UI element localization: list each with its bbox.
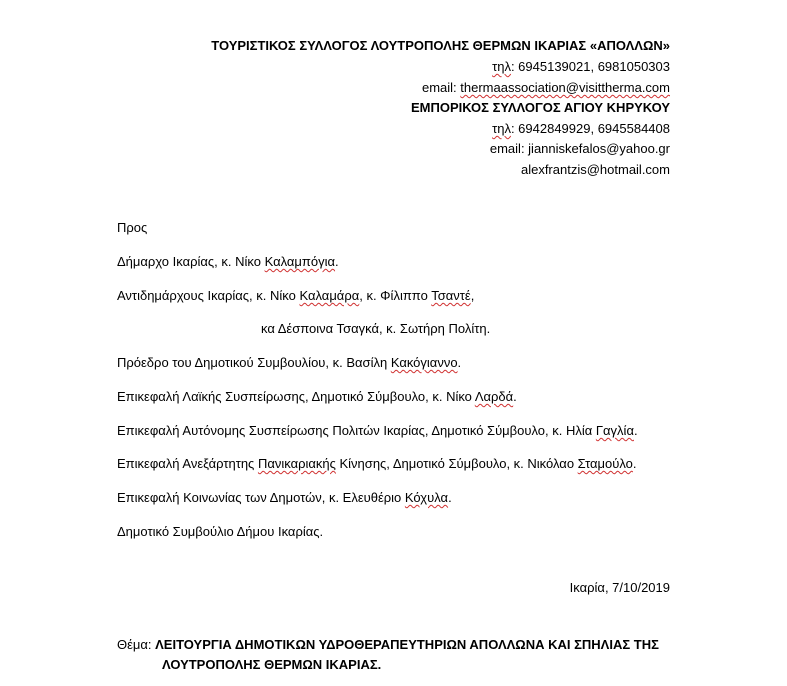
org2-tel-label: τηλ [492, 121, 511, 136]
org1-name: ΤΟΥΡΙΣΤΙΚΟΣ ΣΥΛΛΟΓΟΣ ΛΟΥΤΡΟΠΟΛΗΣ ΘΕΡΜΩΝ ΙΚΑΡΙΑΣ «ΑΠΟΛΛΩΝ» [211, 38, 670, 53]
recipient-president-text: Πρόεδρο του Δημοτικού Συμβουλίου, κ. Βασίλη [117, 355, 391, 370]
recipient-deputy-text2: , κ. Φίλιππο [359, 288, 432, 303]
recipient-municipal-council: Δημοτικό Συμβούλιο Δήμου Ικαρίας. [117, 524, 324, 539]
recipient-laiki-end: . [513, 389, 517, 404]
subject-label: Θέμα: [117, 637, 156, 652]
org1-email-label: email: [421, 80, 461, 95]
recipients-pros: Προς [117, 220, 148, 235]
recipient-mayor-end: . [335, 254, 339, 269]
recipient-mayor-surname: Καλαμπόγια [264, 254, 336, 269]
org2-email-line[interactable]: email: jianniskefalos@yahoo.gr [489, 141, 670, 156]
recipient-deputy-mayors-cont: κα Δέσποινα Τσαγκά, κ. Σωτήρη Πολίτη. [261, 321, 491, 336]
recipient-anexartiti-end: . [632, 456, 637, 471]
org1-tel-numbers: : 6945139021, 6981050303 [510, 59, 670, 74]
recipient-anexartiti-surname: Σταμούλο [577, 456, 633, 471]
recipient-laiki-surname: Λαρδά [474, 389, 514, 404]
recipient-koinonia-surname: Κόχυλα [404, 490, 449, 505]
org1-phones [492, 59, 670, 75]
org2-email-extra[interactable]: alexfrantzis@hotmail.com [520, 162, 670, 177]
recipient-deputy-surname2: Τσαντέ [431, 288, 471, 303]
recipient-mayor [117, 254, 339, 270]
org1-email-link[interactable]: thermaassociation@visittherma.com [460, 80, 670, 95]
recipient-autonomi-surname: Γαγλία [595, 423, 634, 438]
recipient-president-end: . [457, 355, 462, 370]
org2-phones [492, 121, 670, 137]
recipient-koinonia-end: . [448, 490, 452, 505]
recipient-council-president [117, 355, 461, 371]
recipient-anexartiti [117, 456, 637, 472]
subject-text-line2: ΛΟΥΤΡΟΠΟΛΗΣ ΘΕΡΜΩΝ ΙΚΑΡΙΑΣ. [162, 657, 382, 672]
letter-date: Ικαρία, 7/10/2019 [569, 580, 670, 595]
recipient-deputy-end: , [470, 288, 475, 303]
recipient-anexartiti-text2: Κίνησης, Δημοτικό Σύμβουλο, κ. Νικόλαο [335, 456, 578, 471]
recipient-deputy-text: Αντιδημάρχους Ικαρίας, κ. Νίκο [117, 288, 300, 303]
recipient-mayor-text: Δήμαρχο Ικαρίας, κ. Νίκο [117, 254, 265, 269]
subject-line1 [117, 637, 659, 653]
recipient-koinonia-text: Επικεφαλή Κοινωνίας των Δημοτών, κ. Ελευθέριο [117, 490, 405, 505]
recipient-laiki-text: Επικεφαλή Λαϊκής Συσπείρωσης, Δημοτικό Σύμβουλο, κ. Νίκο [117, 389, 475, 404]
recipient-deputy-mayors [117, 288, 474, 304]
recipient-anexartiti-word: Πανικαριακής [257, 456, 336, 471]
recipient-autonomi-end: . [633, 423, 638, 438]
org2-tel-numbers: : 6942849929, 6945584408 [510, 121, 670, 136]
org1-email-line [422, 80, 670, 96]
recipient-koinonia [117, 490, 452, 506]
recipient-autonomi-text: Επικεφαλή Αυτόνομης Συσπείρωσης Πολιτών Ικαρίας, Δημοτικό Σύμβουλο, κ. Ηλία [117, 423, 596, 438]
recipient-autonomi [117, 423, 638, 439]
subject-text-line1: ΛΕΙΤΟΥΡΓΙΑ ΔΗΜΟΤΙΚΩΝ ΥΔΡΟΘΕΡΑΠΕΥΤΗΡΙΩΝ ΑΠΟΛΛΩΝΑ ΚΑΙ ΣΠΗΛΙΑΣ ΤΗΣ [155, 637, 659, 652]
recipient-anexartiti-text: Επικεφαλή Ανεξάρτητης [117, 456, 258, 471]
org2-name: ΕΜΠΟΡΙΚΟΣ ΣΥΛΛΟΓΟΣ ΑΓΙΟΥ ΚΗΡΥΚΟΥ [410, 100, 670, 115]
recipient-president-surname: Κακόγιαννο [390, 355, 458, 370]
recipient-laiki [117, 389, 517, 405]
org1-tel-label: τηλ [492, 59, 511, 74]
recipient-deputy-surname1: Καλαμάρα [299, 288, 360, 303]
